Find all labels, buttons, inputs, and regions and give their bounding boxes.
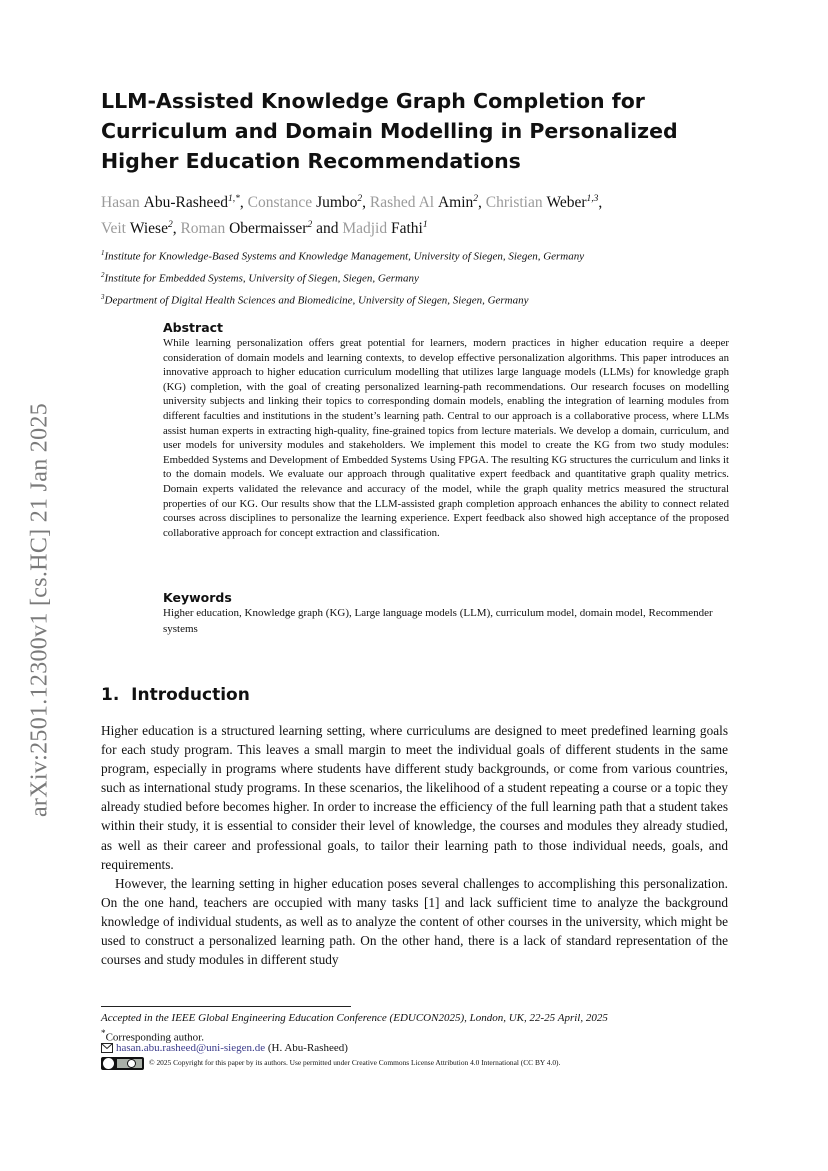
affiliation-text: Department of Digital Health Sciences and Biomedicine, University of Siegen, Siegen, Germany	[104, 294, 529, 307]
author-first-name: Veit	[101, 220, 126, 238]
author-last-name: Abu-Rasheed	[143, 194, 228, 212]
author-first-name: Roman	[180, 220, 226, 238]
section-title: Introduction	[131, 685, 250, 705]
author	[248, 194, 370, 211]
author-last-name: Amin	[437, 194, 474, 212]
author-affiliation-mark: 2	[357, 194, 363, 204]
author-separator: ,	[478, 194, 486, 212]
email-owner: (H. Abu-Rasheed)	[267, 1042, 348, 1054]
corresponding-text: Corresponding author.	[105, 1031, 204, 1044]
author-email-link[interactable]: hasan.abu.rasheed@uni-siegen.de	[116, 1042, 266, 1054]
arxiv-sidebar	[22, 370, 58, 850]
affiliation	[101, 288, 741, 310]
author-affiliation-mark: 2	[307, 220, 313, 231]
arxiv-identifier: arXiv:2501.12300v1 [cs.HC] 21 Jan 2025	[26, 402, 53, 818]
copyright-text: © 2025 Copyright for this paper by its authors. Use permitted under Creative Commons License Attribution 4.0 International (CC BY 4.0).	[149, 1058, 561, 1067]
section-heading-introduction	[101, 685, 250, 705]
author-separator: ,	[598, 194, 603, 212]
body-paragraph: Higher education is a structured learning setting, where curriculums are designed to meet predefined learning goals for each study program. This leaves a small margin to meet the individual goals of different students in the same program, especially in programs where students have different study backgrounds, or come from various countries, such as international study programs. In these scenarios, the likelihood of a student repeating a course or a topic they already studied before becomes higher. In order to increase the efficiency of the full learning path that a student takes within their study, it is essential to consider their level of knowledge, the courses and modules they already studied, as well as their career and professional goals, to tailor their learning path to those individual needs, goals, and requirements.	[101, 723, 728, 872]
author-affiliation-mark: 1,3	[586, 194, 599, 204]
author-affiliation-mark: 1,*	[228, 194, 240, 204]
author-first-name: Rashed Al	[369, 194, 435, 212]
keywords-text: Higher education, Knowledge graph (KG), Large language models (LLM), curriculum model, domain model, Recommender systems	[163, 607, 713, 635]
introduction-body	[101, 721, 728, 969]
author	[180, 220, 342, 237]
author-affiliation-mark: 1	[422, 220, 428, 231]
author-last-name: Weber	[546, 194, 587, 212]
affiliation-mark: 3	[101, 293, 105, 302]
author	[370, 194, 486, 211]
corresponding-mark: *	[101, 1028, 106, 1038]
affiliation-list	[101, 244, 741, 310]
body-paragraph: However, the learning setting in higher education poses several challenges to accomplishing this personalization. On the one hand, teachers are occupied with many tasks [1] and lack sufficient time to analyze the background knowledge of individual students, as well as to analyze the content of other courses in the university, which might be used to construct a personalized learning path. On the other hand, there is a lack of standard representation of the courses and study modules in different study	[101, 875, 728, 968]
author-last-name: Jumbo	[316, 194, 358, 212]
author-affiliation-mark: 2	[167, 220, 173, 231]
author	[486, 194, 603, 211]
author	[101, 194, 248, 211]
author-separator: ,	[239, 194, 248, 212]
section-number: 1.	[101, 685, 120, 705]
author-separator: ,	[172, 220, 181, 238]
footnote-rule	[101, 1006, 351, 1007]
author-separator: and	[312, 220, 343, 238]
author-separator: ,	[362, 194, 370, 212]
author-affiliation-mark: 2	[473, 194, 479, 204]
author-last-name: Fathi	[391, 220, 423, 238]
author-first-name: Christian	[485, 194, 543, 212]
author	[342, 220, 427, 237]
author-first-name: Madjid	[342, 220, 388, 238]
affiliation-mark: 2	[101, 271, 105, 280]
author-list	[101, 188, 741, 240]
keywords-block	[163, 590, 729, 637]
cc-by-license-icon[interactable]	[101, 1057, 144, 1070]
footnote-copyright	[101, 1056, 560, 1070]
author-last-name: Wiese	[129, 220, 168, 238]
affiliation	[101, 244, 741, 266]
abstract-text: While learning personalization offers great potential for learners, modern practices in higher education require a deeper consideration of domain models and learning contexts, to develop effective personalization algorithms. This paper introduces an innovative approach to higher education curriculum modelling that utilizes large language models (LLMs) for knowledge graph (KG) completion, with the goal of creating personalized learning-path recommendations. Our research focuses on modelling university subjects and linking their topics to corresponding domain models, enabling the integration of learning modules from different faculties and institutions in the student’s learning path. Central to our approach is a collaborative process, where LLMs assist human experts in extracting high-quality, fine-grained topics from lecture materials. We develop a domain, curriculum, and user models for university modules and stakeholders. We implement this model to create the KG from two study modules: Embedded Systems and Development of Embedded Systems Using FPGA. The resulting KG structures the curriculum and links it to the domain models. We evaluate our approach through qualitative expert feedback and quantitative graph quality metrics. Domain experts validated the relevance and accuracy of the model, while the graph quality metrics measured the structural properties of our KG. Our results show that the LLM-assisted graph completion approach enhances the ability to connect related courses across disciplines to personalize the learning experience. Expert feedback also showed high acceptance of the proposed collaborative approach for concept extraction and classification.	[163, 337, 729, 539]
abstract-block	[163, 320, 729, 540]
affiliation	[101, 266, 741, 288]
author	[101, 220, 180, 237]
affiliation-text: Institute for Knowledge-Based Systems and Knowledge Management, University of Siegen, Siegen, Germany	[104, 250, 585, 263]
keywords-heading: Keywords	[163, 590, 232, 605]
affiliation-mark: 1	[101, 249, 105, 257]
author-first-name: Hasan	[101, 194, 140, 212]
author-last-name: Obermaisser	[229, 220, 308, 238]
paper-title: LLM-Assisted Knowledge Graph Completion for Curriculum and Domain Modelling in Personalized Higher Education Recommendations	[101, 89, 678, 173]
affiliation-text: Institute for Embedded Systems, University of Siegen, Siegen, Germany	[104, 272, 419, 285]
abstract-heading: Abstract	[163, 320, 224, 335]
author-first-name: Constance	[247, 194, 313, 212]
footnote-accepted: Accepted in the IEEE Global Engineering Education Conference (EDUCON2025), London, UK, 22-25 April, 2025	[101, 1012, 608, 1024]
